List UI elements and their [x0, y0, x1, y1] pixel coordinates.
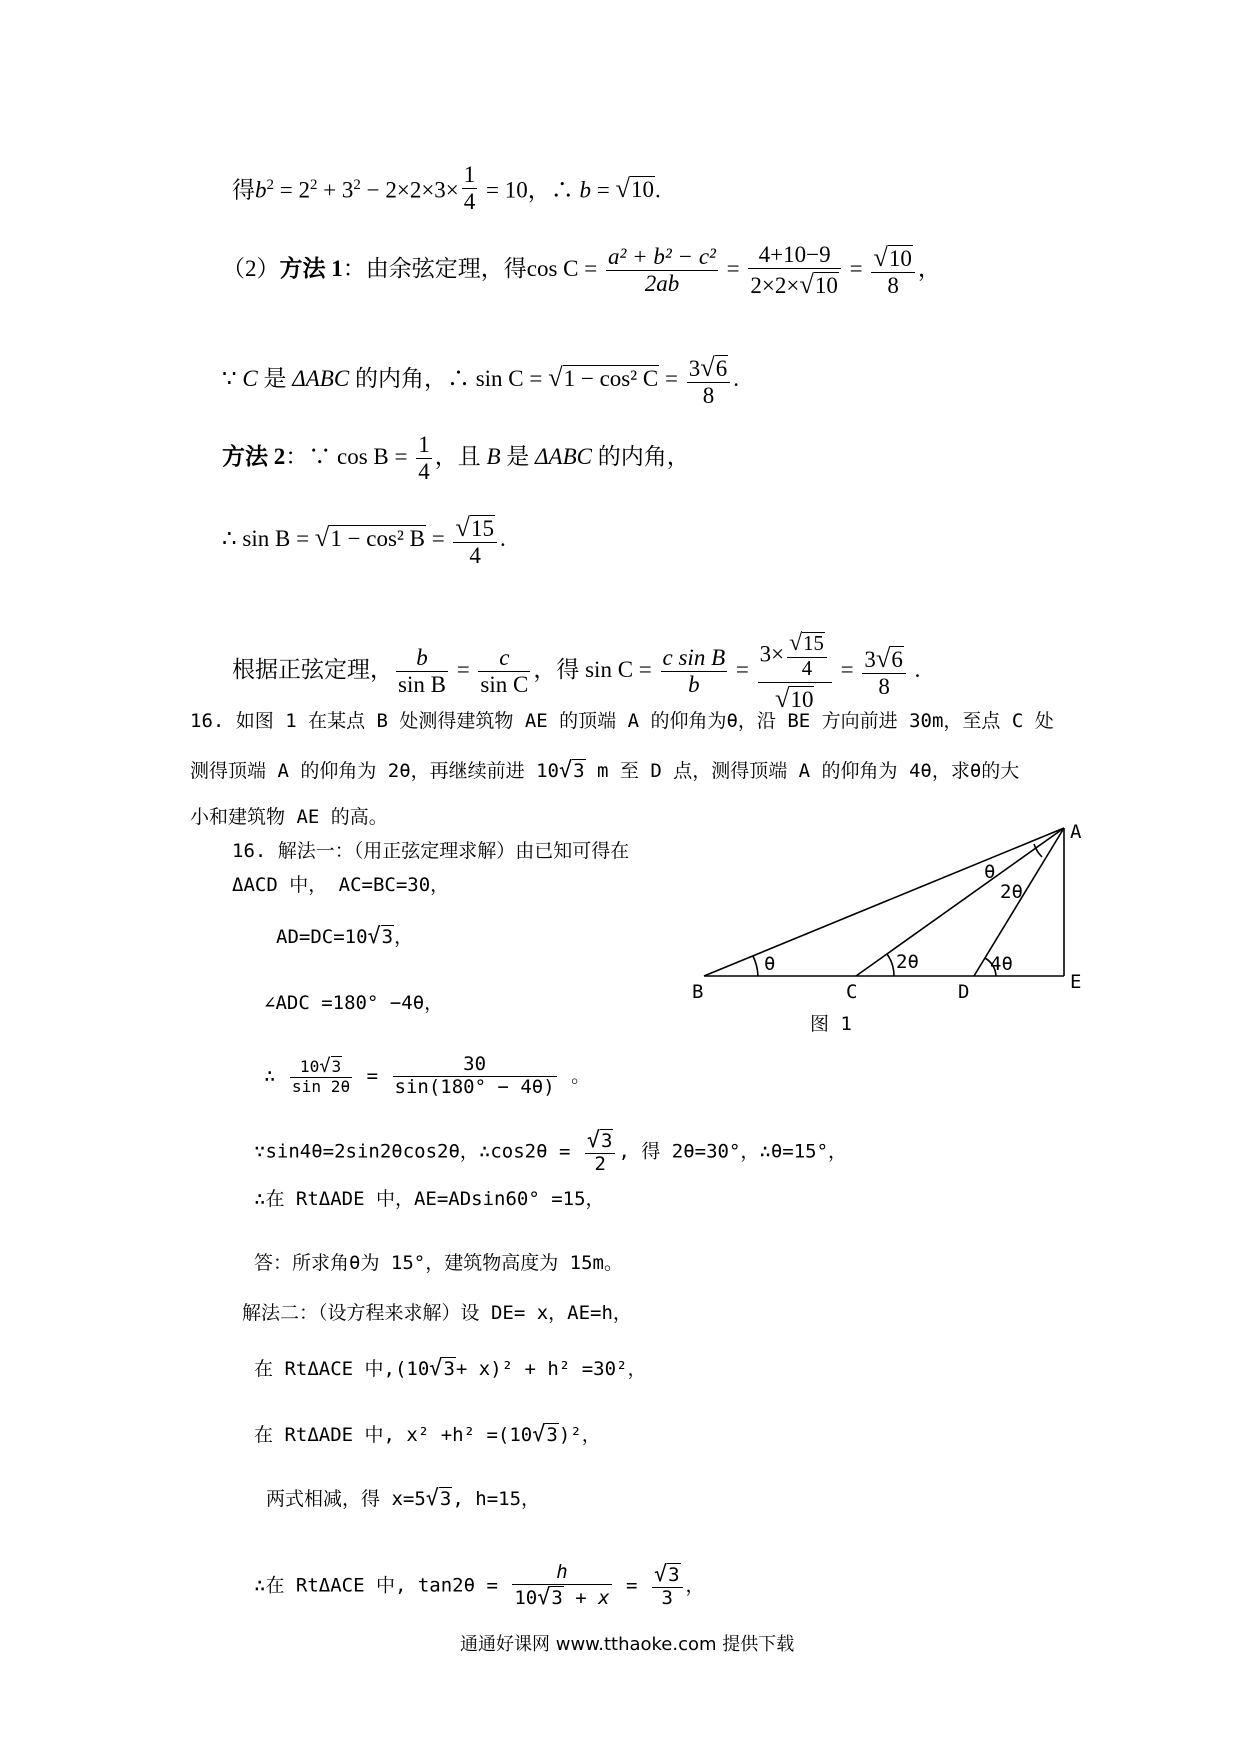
- solution2-heading: 解法二：（设方程来求解）设 DE= x，AE=h，: [242, 1302, 632, 1324]
- problem-16-line2: 测得顶端 A 的仰角为 2θ，再继续前进 10√3 m 至 D 点，测得顶端 A 的仰角为 4θ，求θ的大: [190, 758, 1020, 783]
- solution1-answer: 答：所求角θ为 15°，建筑物高度为 15m。: [254, 1252, 623, 1274]
- angle-label-A-theta: θ: [984, 861, 996, 883]
- angle-label-D: 4θ: [990, 953, 1013, 975]
- sinC-line: ∵ C 是 ΔABC 的内角，∴ sin C = √1 − cos² C = $\frac{3√6}{8}$ .: [222, 352, 739, 409]
- page-footer: 通通好课网 www.tthaoke.com 提供下载: [460, 1634, 795, 1655]
- angle-arc-C: [887, 954, 894, 976]
- angle-label-C: 2θ: [896, 951, 919, 973]
- solution2-step-d: ∴在 RtΔACE 中, tan2θ = $\frac{h}{10√3 + x}$ = $\frac{√3}{3}$ ，: [254, 1561, 705, 1610]
- label-D: D: [958, 981, 970, 1003]
- label-B: B: [692, 981, 704, 1003]
- label-C: C: [846, 981, 858, 1003]
- figure-1-diagram: [690, 808, 1090, 1048]
- sine-law-line: 根据正弦定理， $\frac{b}{\text{sin B}}$ = $\frac{c}{\text{sin C}}$ ，得 sin C = $\frac{\text{c sin B}}{b}$ = 3× $\frac{√15}{4}$ √10 = $\frac{3√6}{8}$ .: [232, 630, 921, 714]
- figure-caption: 图 1: [810, 1013, 852, 1035]
- solution2-step-b: 在 RtΔADE 中, x² +h² =(10√3)²，: [254, 1422, 601, 1447]
- solution1-step-c: ∠ADC =180° −4θ，: [264, 992, 444, 1014]
- equation-b-squared: 得$b^2 = 2^2 + 3^2 - 2\times 2\times 3\times$ $\frac{1}{4}$ = 10，∴ b = √10.: [232, 162, 661, 215]
- method1-cosine-line: （2）方法 1：由余弦定理，得cos C = $\frac{\text{a² + b² − c²}}{2ab}$ = $\frac{4+10-9}{2\times 2\times√10}$ = $\frac{√10}{8}$ ，: [222, 242, 941, 300]
- solution1-step-b: AD=DC=10√3，: [276, 924, 414, 949]
- solution1-heading: 16. 解法一：（用正弦定理求解）由已知可得在: [232, 840, 630, 862]
- solution2-step-a: 在 RtΔACE 中,(10√3+ x)² + h² =30²，: [254, 1356, 647, 1381]
- solution1-step-e: ∵sin4θ=2sin2θcos2θ，∴cos2θ = $\frac{√3}{2}$ , 得 2θ=30°，∴θ=15°，: [254, 1128, 848, 1176]
- sinB-line: ∴ sin B = √1 − cos² B = $\frac{√15}{4}$ .: [222, 512, 506, 569]
- label-A: A: [1070, 821, 1082, 843]
- angle-label-B: θ: [764, 953, 776, 975]
- problem-16-line3: 小和建筑物 AE 的高。: [190, 806, 388, 828]
- solution1-step-a: ΔACD 中， AC=BC=30，: [232, 874, 450, 896]
- line-AC: [856, 828, 1064, 976]
- method2-line: 方法 2：∵ cos B = $\frac{1}{4}$ ，且 B 是 ΔABC 的内角，: [222, 432, 690, 485]
- label-E: E: [1070, 971, 1082, 993]
- angle-arc-B: [753, 956, 758, 976]
- solution1-step-f: ∴在 RtΔADE 中，AE=ADsin60° =15，: [254, 1188, 605, 1210]
- angle-label-A-2theta: 2θ: [1000, 881, 1023, 903]
- solution2-step-c: 两式相减，得 x=5√3, h=15，: [266, 1486, 541, 1511]
- solution1-step-d: ∴ $\frac{10√3}{\sin 2\theta}$ = $\frac{30}{\sin(180^\circ - 4\theta)}$ 。: [264, 1053, 591, 1098]
- problem-16-line1: 16. 如图 1 在某点 B 处测得建筑物 AE 的顶端 A 的仰角为θ，沿 BE 方向前进 30m，至点 C 处: [190, 710, 1054, 732]
